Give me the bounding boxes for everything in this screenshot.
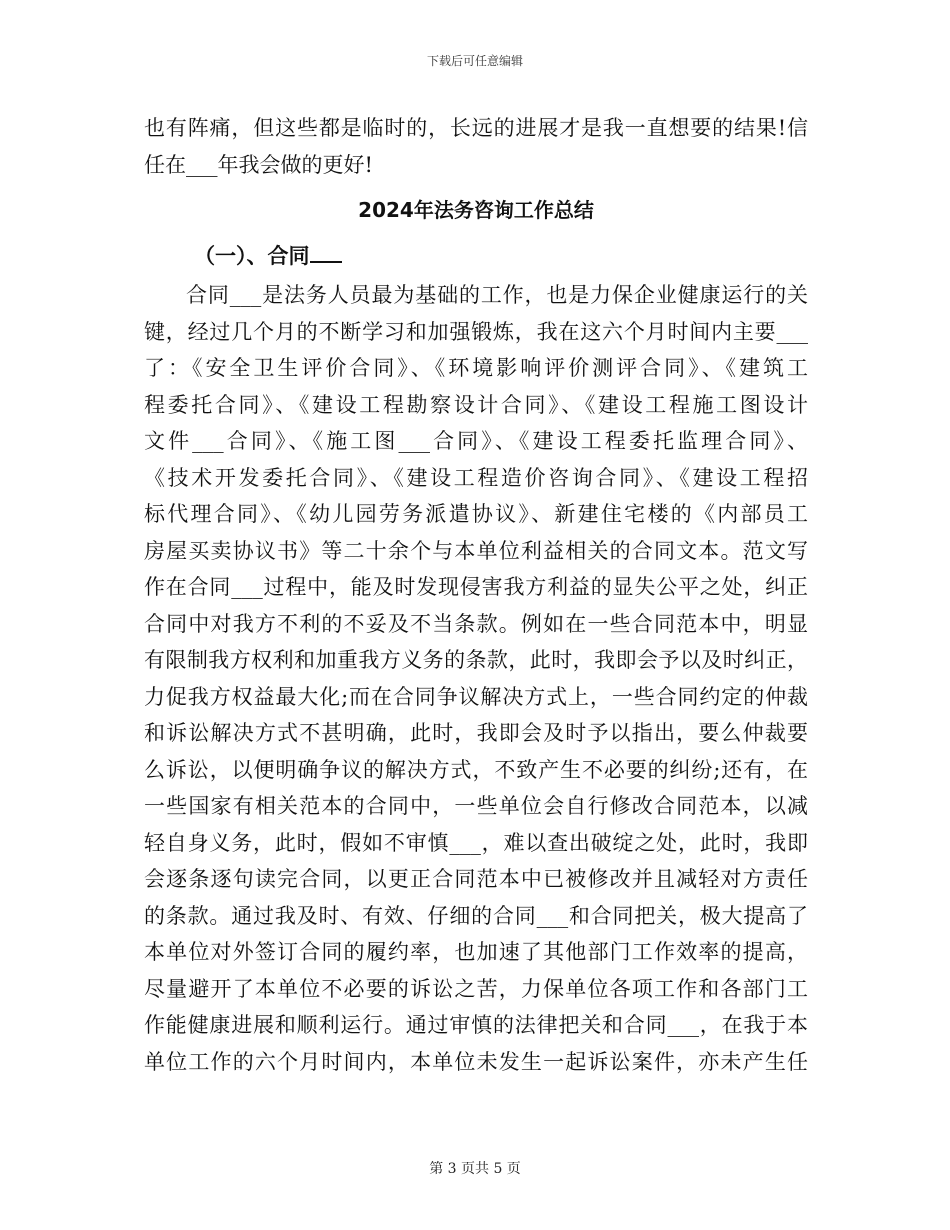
paragraph-line: 单位工作的六个月时间内，本单位未发生一起诉讼案件，亦未产生任 [144, 1049, 808, 1074]
paragraph-line: 有限制我方权利和加重我方义务的条款，此时，我即会予以及时纠正， [144, 648, 808, 672]
paragraph-line: 会逐条逐句读完合同，以更正合同范本中已被修改并且减轻对方责任 [144, 867, 808, 891]
section-heading [144, 235, 808, 277]
paragraph-line: 尽量避开了本单位不必要的诉讼之苦，力保单位各项工作和各部门工 [144, 976, 808, 1001]
paragraph-line: 么诉讼，以便明确争议的解决方式，不致产生不必要的纠纷;还有，在 [144, 757, 808, 782]
paragraph-line: 本单位对外签订合同的履约率，也加速了其他部门工作效率的提高， [144, 940, 808, 964]
continuation-line: 也有阵痛，但这些都是临时的，长远的进展才是我一直想要的结果!信 [144, 116, 808, 140]
paragraph-line: 轻自身义务，此时，假如不审慎___，难以查出破绽之处，此时，我即 [144, 830, 808, 855]
paragraph-line: 合同___是法务人员最为基础的工作，也是力保企业健康运行的关 [186, 283, 808, 307]
paragraph-line: 程委托合同》、《建设工程勘察设计合同》、《建设工程施工图设计 [144, 392, 808, 417]
paragraph-line: 力促我方权益最大化;而在合同争议解决方式上，一些合同约定的仲裁 [144, 684, 808, 709]
paragraph-line: 房屋买卖协议书》等二十余个与本单位利益相关的合同文本。范文写 [144, 538, 808, 563]
paragraph [144, 277, 808, 1080]
paragraph-line: 的条款。通过我及时、有效、仔细的合同___和合同把关，极大提高了 [144, 903, 808, 928]
paragraph-line: 一些国家有相关范本的合同中，一些单位会自行修改合同范本，以减 [144, 794, 808, 818]
page-number: 第 3 页共 5 页 [429, 1161, 521, 1177]
paragraph-line: 文件___合同》、《施工图___合同》、《建设工程委托监理合同》、 [144, 429, 808, 453]
paragraph-line: 标代理合同》、《幼儿园劳务派遣协议》、新建住宅楼的《内部员工 [144, 502, 808, 526]
paragraph-line: 作在合同___过程中，能及时发现侵害我方利益的显失公平之处，纠正 [144, 575, 808, 599]
continuation-line: 任在___年我会做的更好! [144, 152, 373, 177]
document-body [144, 110, 808, 1080]
document-title: 2024年法务咨询工作总结 [358, 198, 594, 222]
paragraph-line: 和诉讼解决方式不甚明确，此时，我即会及时予以指出，要么仲裁要 [144, 721, 808, 745]
page-header-note: 下载后可任意编辑 [426, 54, 523, 68]
paragraph-line: 作能健康进展和顺利运行。通过审慎的法律把关和合同___，在我于本 [144, 1013, 808, 1037]
paragraph-line: 键，经过几个月的不断学习和加强锻炼，我在这六个月时间内主要___ [144, 319, 808, 344]
section-heading-text: （一）、合同 [194, 244, 310, 268]
paragraph-line: 了：《安全卫生评价合同》、《环境影响评价测评合同》、《建筑工 [144, 356, 808, 380]
heading-blank-underline [310, 243, 342, 263]
paragraph-line: 合同中对我方不利的不妥及不当条款。例如在一些合同范本中，明显 [144, 611, 808, 636]
paragraph-line: 《技术开发委托合同》、《建设工程造价咨询合同》、《建设工程招 [144, 465, 808, 490]
